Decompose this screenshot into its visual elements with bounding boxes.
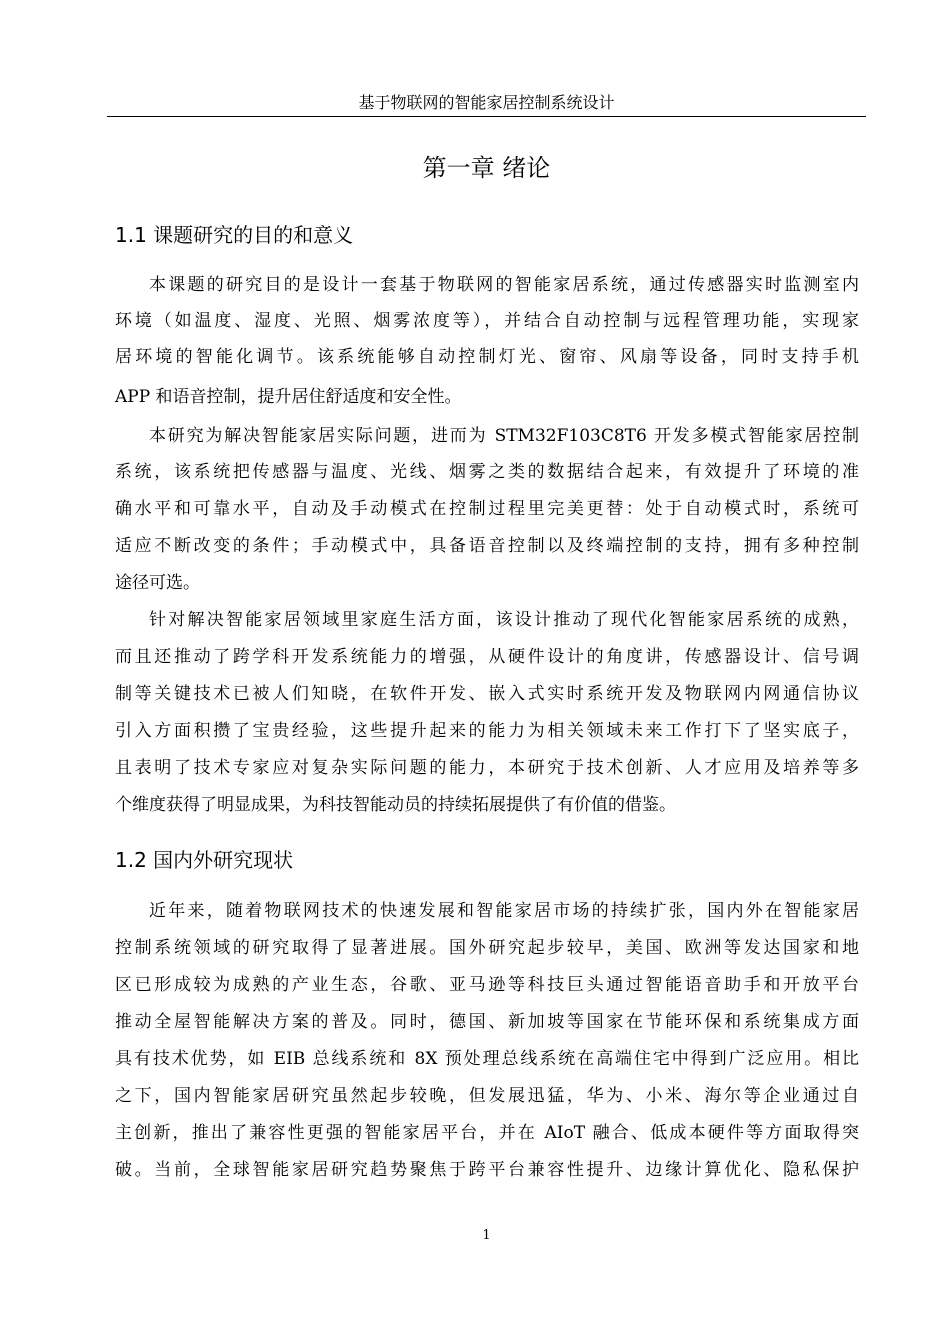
paragraph-line: 引入方面积攒了宝贵经验，这些提升起来的能力为相关领域未来工作打下了坚实底子， [115,721,859,741]
paragraph-line: 系统，该系统把传感器与温度、光线、烟雾之类的数据结合起来，有效提升了环境的准 [115,462,859,482]
paragraph-line: 主创新，推出了兼容性更强的智能家居平台，并在 AIoT 融合、低成本硬件等方面取得突 [115,1123,859,1143]
paragraph-line: 适应不断改变的条件；手动模式中，具备语音控制以及终端控制的支持，拥有多种控制 [115,536,859,556]
page-number: 1 [482,1228,491,1243]
section-heading-1-2: 1.2 国内外研究现状 [115,848,294,872]
section-heading-1-1: 1.1 课题研究的目的和意义 [115,223,354,247]
paragraph-line: 控制系统领域的研究取得了显著进展。国外研究起步较早，美国、欧洲等发达国家和地 [115,938,859,958]
chapter-title: 第一章 绪论 [422,154,551,182]
paragraph-line: 环境（如温度、湿度、光照、烟雾浓度等），并结合自动控制与远程管理功能，实现家 [115,311,859,331]
paragraph-line: APP 和语音控制，提升居住舒适度和安全性。 [115,387,462,407]
paragraph-line: 区已形成较为成熟的产业生态，谷歌、亚马逊等科技巨头通过智能语音助手和开放平台 [115,975,859,995]
paragraph-line: 居环境的智能化调节。该系统能够自动控制灯光、窗帘、风扇等设备，同时支持手机 [115,347,859,367]
paragraph-line: 推动全屋智能解决方案的普及。同时，德国、新加坡等国家在节能环保和系统集成方面 [115,1012,859,1032]
paragraph-line: 破。当前，全球智能家居研究趋势聚焦于跨平台兼容性提升、边缘计算优化、隐私保护 [115,1160,859,1180]
paragraph-line: 而且还推动了跨学科开发系统能力的增强，从硬件设计的角度讲，传感器设计、信号调 [115,647,859,667]
paragraph-line: 之下，国内智能家居研究虽然起步较晚，但发展迅猛，华为、小米、海尔等企业通过自 [115,1086,859,1106]
paragraph-line: 近年来，随着物联网技术的快速发展和智能家居市场的持续扩张，国内外在智能家居 [149,901,859,921]
paragraph-line: 途径可选。 [115,573,200,593]
paragraph-line: 制等关键技术已被人们知晓，在软件开发、嵌入式实时系统开发及物联网内网通信协议 [115,684,859,704]
header-rule [107,116,866,117]
paragraph-line: 具有技术优势，如 EIB 总线系统和 8X 预处理总线系统在高端住宅中得到广泛应用。相比 [115,1049,859,1069]
paragraph-line: 且表明了技术专家应对复杂实际问题的能力，本研究于技术创新、人才应用及培养等多 [115,758,859,778]
paragraph-line: 本研究为解决智能家居实际问题，进而为 STM32F103C8T6 开发多模式智能家居控制 [149,426,859,446]
running-header: 基于物联网的智能家居控制系统设计 [358,93,615,112]
paragraph-line: 确水平和可靠水平，自动及手动模式在控制过程里完美更替：处于自动模式时，系统可 [115,499,859,519]
paragraph-line: 本课题的研究目的是设计一套基于物联网的智能家居系统，通过传感器实时监测室内 [149,275,859,295]
paragraph-line: 个维度获得了明显成果，为科技智能动员的持续拓展提供了有价值的借鉴。 [115,795,676,815]
paragraph-line: 针对解决智能家居领域里家庭生活方面，该设计推动了现代化智能家居系统的成熟， [149,610,859,630]
